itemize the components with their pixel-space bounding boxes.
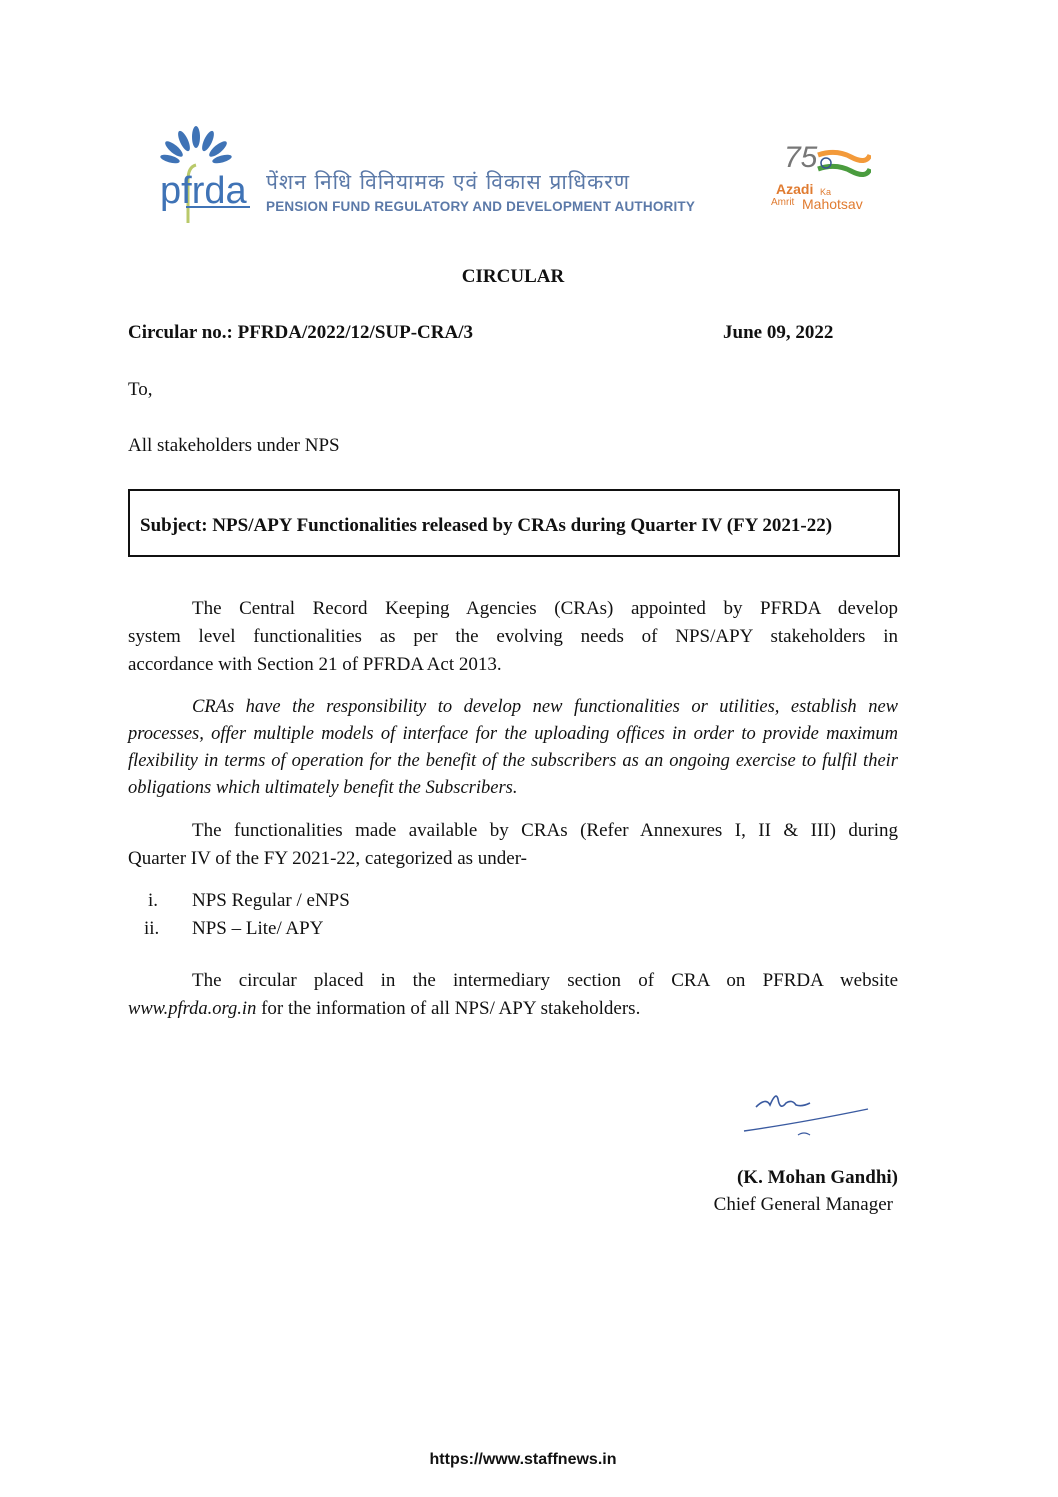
azadi-ka-amrit-mahotsav-logo: [768, 141, 883, 215]
list-number: ii.: [144, 918, 160, 939]
to-label: To,: [128, 379, 153, 400]
signatory-title: Chief General Manager: [713, 1194, 893, 1215]
flag-icon: [816, 149, 871, 179]
svg-text:pfrda: pfrda: [160, 170, 247, 212]
document-title: CIRCULAR: [461, 266, 565, 287]
subject-box: [128, 489, 900, 557]
org-name-english: PENSION FUND REGULATORY AND DEVELOPMENT AUTHORITY: [266, 199, 696, 214]
para1-line: The Central Record Keeping Agencies (CRAs) appointed by PFRDA develop: [192, 598, 898, 619]
para1-line: accordance with Section 21 of PFRDA Act 2013.: [128, 654, 502, 675]
website-link[interactable]: www.pfrda.org.in: [128, 999, 257, 1019]
para4-line: The circular placed in the intermediary section of CRA on PFRDA website: [192, 970, 898, 991]
footer-url[interactable]: https://www.staffnews.in: [429, 1451, 617, 1468]
addressee: All stakeholders under NPS: [128, 435, 340, 456]
list-text: NPS Regular / eNPS: [192, 890, 350, 911]
para4-rest: for the information of all NPS/ APY stakeholders.: [256, 998, 641, 1019]
para2-line: flexibility in terms of operation for the benefit of the subscribers as an ongoing exercise to fulfil their: [128, 751, 898, 771]
signatory-name: (K. Mohan Gandhi): [736, 1167, 898, 1188]
para2-line: obligations which ultimately benefit the Subscribers.: [128, 778, 518, 798]
circular-date: June 09, 2022: [723, 322, 834, 343]
circular-number: Circular no.: PFRDA/2022/12/SUP-CRA/3: [128, 322, 473, 343]
amrit-text: Amrit: [771, 197, 795, 208]
para1-line: system level functionalities as per the evolving needs of NPS/APY stakeholders in: [128, 626, 898, 647]
signature: [740, 1085, 875, 1140]
para3-line: Quarter IV of the FY 2021-22, categorized as under-: [128, 848, 528, 869]
para2-line: CRAs have the responsibility to develop new functionalities or utilities, establish new: [192, 697, 898, 717]
para3-line: The functionalities made available by CRAs (Refer Annexures I, II & III) during: [192, 820, 898, 841]
list-item: [144, 918, 323, 940]
lotus-icon: [158, 125, 253, 225]
pfrda-logo: [158, 125, 253, 225]
list-number: i.: [148, 890, 159, 911]
ka-text: Ka: [820, 187, 832, 197]
list-text: NPS – Lite/ APY: [192, 918, 324, 939]
org-name-hindi: पेंशन निधि विनियामक एवं विकास प्राधिकरण: [266, 170, 631, 194]
azadi-text: Azadi: [776, 181, 814, 197]
subject-text: Subject: NPS/APY Functionalities released by CRAs during Quarter IV (FY 2021-22): [140, 515, 833, 536]
para2-line: processes, offer multiple models of interface for the uploading offices in order to provide maximum: [128, 724, 898, 744]
azadi-number: 75: [784, 141, 818, 174]
list-item: [148, 890, 350, 912]
mahotsav-text: Mahotsav: [802, 196, 863, 212]
para4-line: [128, 998, 898, 1020]
